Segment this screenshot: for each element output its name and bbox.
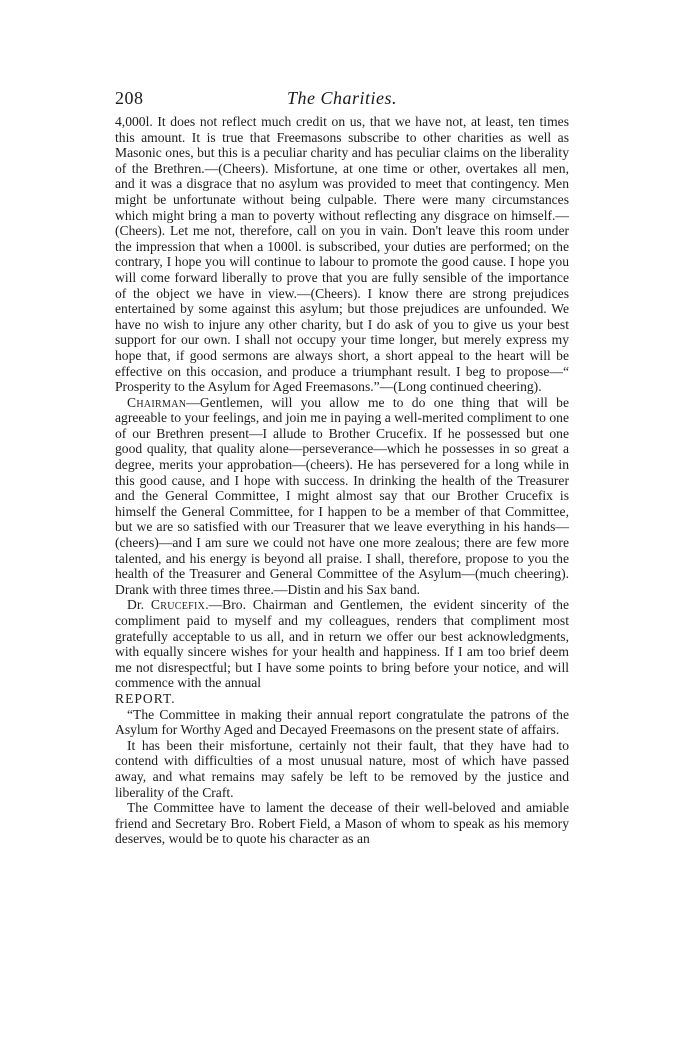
report-heading: REPORT. bbox=[115, 690, 176, 706]
paragraph-report-difficulties: It has been their misfortune, certainly not their fault, that they have had to contend with difficulties of a most unusual nature, most of which have passed away, and what remains may safely be left to be removed by the justice and liberality of the Craft. bbox=[115, 737, 569, 800]
speaker-name: Chairman bbox=[127, 394, 187, 410]
paragraph-report-opening: “The Committee in making their annual report congratulate the patrons of the Asylum for Worthy Aged and Decayed Freemasons on the present state of affairs. bbox=[115, 706, 569, 738]
running-head bbox=[115, 88, 569, 114]
speaker-title: Dr. bbox=[127, 597, 151, 613]
book-page bbox=[115, 88, 569, 847]
paragraph-text: .—Bro. Chairman and Gentlemen, the evident sincerity of the compliment paid to myself and my colleagues, renders that compliment most gratefully acceptable to us all, and in return we offer our best acknowledgments, with equally sincere wishes for your health and happiness. If I am too brief deem me not disrespectful; but I have some points to bring before your notice, and will commence with the annual bbox=[115, 597, 569, 691]
paragraph-crucefix-reply bbox=[115, 597, 569, 691]
paragraph-appeal: 4,000l. It does not reflect much credit on us, that we have not, at least, ten times this amount. It is true that Freemasons subscribe to other charities as well as Masonic ones, but this is a peculiar charity and has peculiar claims on the liberality of the Brethren.—(Cheers). Misfortune, at one time or other, overtakes all men, and it was a disgrace that no asylum was provided to meet that contingency. Men might be unfortunate without being culpable. There were many circumstances which might bring a man to poverty without reflecting any disgrace on himself.—(Cheers). Let me not, therefore, call on you in vain. Don't leave this room under the impression that when a 1000l. is subscribed, your duties are performed; on the contrary, I hope you will continue to labour to promote the good cause. I hope you will come forward liberally to prove that you are fully sensible of the importance of the object we have in view.—(Cheers). I know there are strong prejudices entertained by some against this asylum; but those prejudices are unfounded. We have no wish to injure any other charity, but I do ask of you to give us your best support for our own. I shall not occupy your time longer, but merely express my hope that, if good sermons are always short, a short appeal to the heart will be effective on this occasion, and produce a triumphant result. I beg to propose—“ Prosperity to the Asylum for Aged Freemasons.”—(Long continued cheering). bbox=[115, 114, 569, 395]
paragraph-report-decease: The Committee have to lament the decease of their well-beloved and amiable friend and Secretary Bro. Robert Field, a Mason of whom to speak as his memory deserves, would be to quote his character as an bbox=[115, 800, 569, 847]
paragraph-chairman-toast bbox=[115, 395, 569, 598]
speaker-name: Crucefix bbox=[150, 597, 206, 613]
paragraph-text: —Gentlemen, will you allow me to do one thing that will be agreeable to your feelings, and join me in paying a well-merited compliment to one of our Brethren present—I allude to Brother Crucefix. If he possessed but one good quality, that quality alone—perseverance—which he possesses in so great a degree, merits your approbation—(cheers). He has persevered for a long while in this good cause, and I hope with success. In drinking the health of the Treasurer and the General Committee, I might almost say that our Brother Crucefix is himself the General Committee, for I happen to be a member of that Committee, but we are so satisfied with our Treasurer that we leave everything in his hands—(cheers)—and I am sure we could not have one more zealous; there are few more talented, and his energy is beyond all praise. I shall, therefore, propose to you the health of the Treasurer and General Committee of the Asylum—(much cheering). Drank with three times three.—Distin and his Sax band. bbox=[115, 394, 569, 597]
body-text bbox=[115, 114, 569, 847]
page-number: 208 bbox=[115, 88, 144, 108]
running-title: The Charities. bbox=[286, 88, 397, 108]
